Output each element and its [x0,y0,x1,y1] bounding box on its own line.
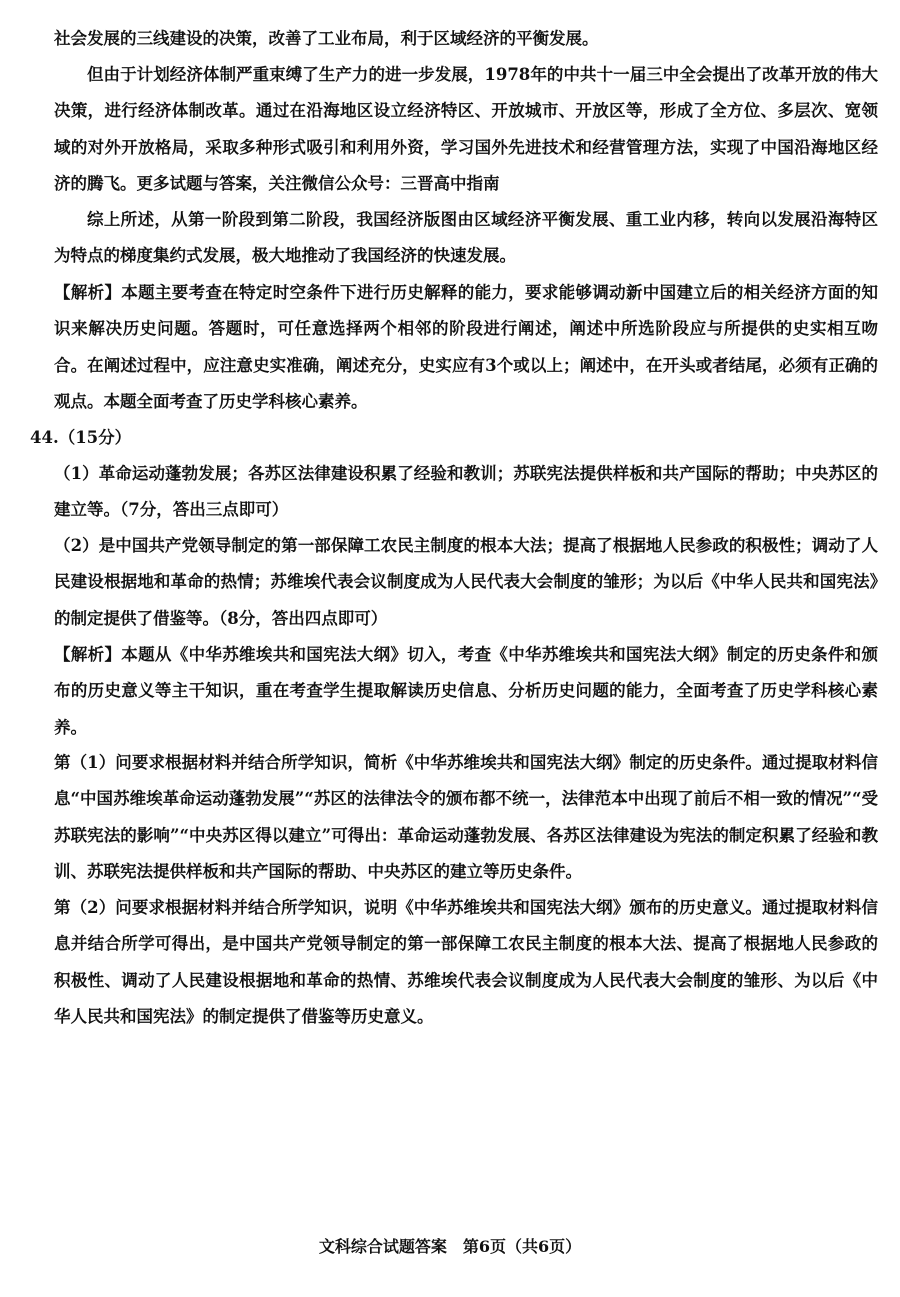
paragraph-analysis-44-part-2: 第（2）问要求根据材料并结合所学知识，说明《中华苏维埃共和国宪法大纲》颁布的历史意义。通过提取材料信息并结合所学可得出，是中国共产党领导制定的第一部保障工农民主制度的根本大法、提高了根据地人民参政的积极性、调动了人民建设根据地和革命的热情、苏维埃代表会议制度成为人民代表大会制度的雏形、为以后《中华人民共和国宪法》的制定提供了借鉴等历史意义。 [54,898,878,1026]
page-footer: 文科综合试题答案 第6页（共6页） [318,1237,582,1256]
answer-44-part-1: （1）革命运动蓬勃发展；各苏区法律建设积累了经验和教训；苏联宪法提供样板和共产国际的帮助；中央苏区的建立等。（7分，答出三点即可） [54,464,878,520]
answer-44-part-2: （2）是中国共产党领导制定的第一部保障工农民主制度的根本大法；提高了根据地人民参政的积极性；调动了人民建设根据地和革命的热情；苏维埃代表会议制度成为人民代表大会制度的雏形；为以后《中华人民共和国宪法》的制定提供了借鉴等。（8分，答出四点即可） [54,536,878,628]
question-44-heading: 44.（15分） [30,428,132,447]
paragraph-analysis-43: 【解析】本题主要考查在特定时空条件下进行历史解释的能力，要求能够调动新中国建立后的相关经济方面的知识来解决历史问题。答题时，可任意选择两个相邻的阶段进行阐述，阐述中所选阶段应与所提供的史实相互吻合。在阐述过程中，应注意史实准确，阐述充分，史实应有3个或以上；阐述中，在开头或者结尾，必须有正确的观点。本题全面考查了历史学科核心素养。 [54,283,878,411]
paragraph-three-line-conclusion: 社会发展的三线建设的决策，改善了工业布局，利于区域经济的平衡发展。 [54,29,599,48]
paragraph-analysis-44-part-1: 第（1）问要求根据材料并结合所学知识，简析《中华苏维埃共和国宪法大纲》制定的历史条件。通过提取材料信息“中国苏维埃革命运动蓬勃发展”“苏区的法律法令的颁布都不统一，法律范本中出现了前后不相一致的情况”“受苏联宪法的影响”“中央苏区得以建立”可得出：革命运动蓬勃发展、各苏区法律建设为宪法的制定积累了经验和教训、苏联宪法提供样板和共产国际的帮助、中央苏区的建立等历史条件。 [54,753,878,881]
paragraph-reform-opening: 但由于计划经济体制严重束缚了生产力的进一步发展，1978年的中共十一届三中全会提出了改革开放的伟大决策，进行经济体制改革。通过在沿海地区设立经济特区、开放城市、开放区等，形成了全方位、多层次、宽领域的对外开放格局，采取多种形式吸引和利用外资，学习国外先进技术和经营管理方法，实现了中国沿海地区经济的腾飞。更多试题与答案，关注微信公众号：三晋高中指南 [54,65,878,193]
paragraph-summary: 综上所述，从第一阶段到第二阶段，我国经济版图由区域经济平衡发展、重工业内移，转向以发展沿海特区为特点的梯度集约式发展，极大地推动了我国经济的快速发展。 [54,210,878,266]
paragraph-analysis-44: 【解析】本题从《中华苏维埃共和国宪法大纲》切入，考查《中华苏维埃共和国宪法大纲》制定的历史条件和颁布的历史意义等主干知识，重在考查学生提取解读历史信息、分析历史问题的能力，全面考查了历史学科核心素养。 [54,645,878,737]
